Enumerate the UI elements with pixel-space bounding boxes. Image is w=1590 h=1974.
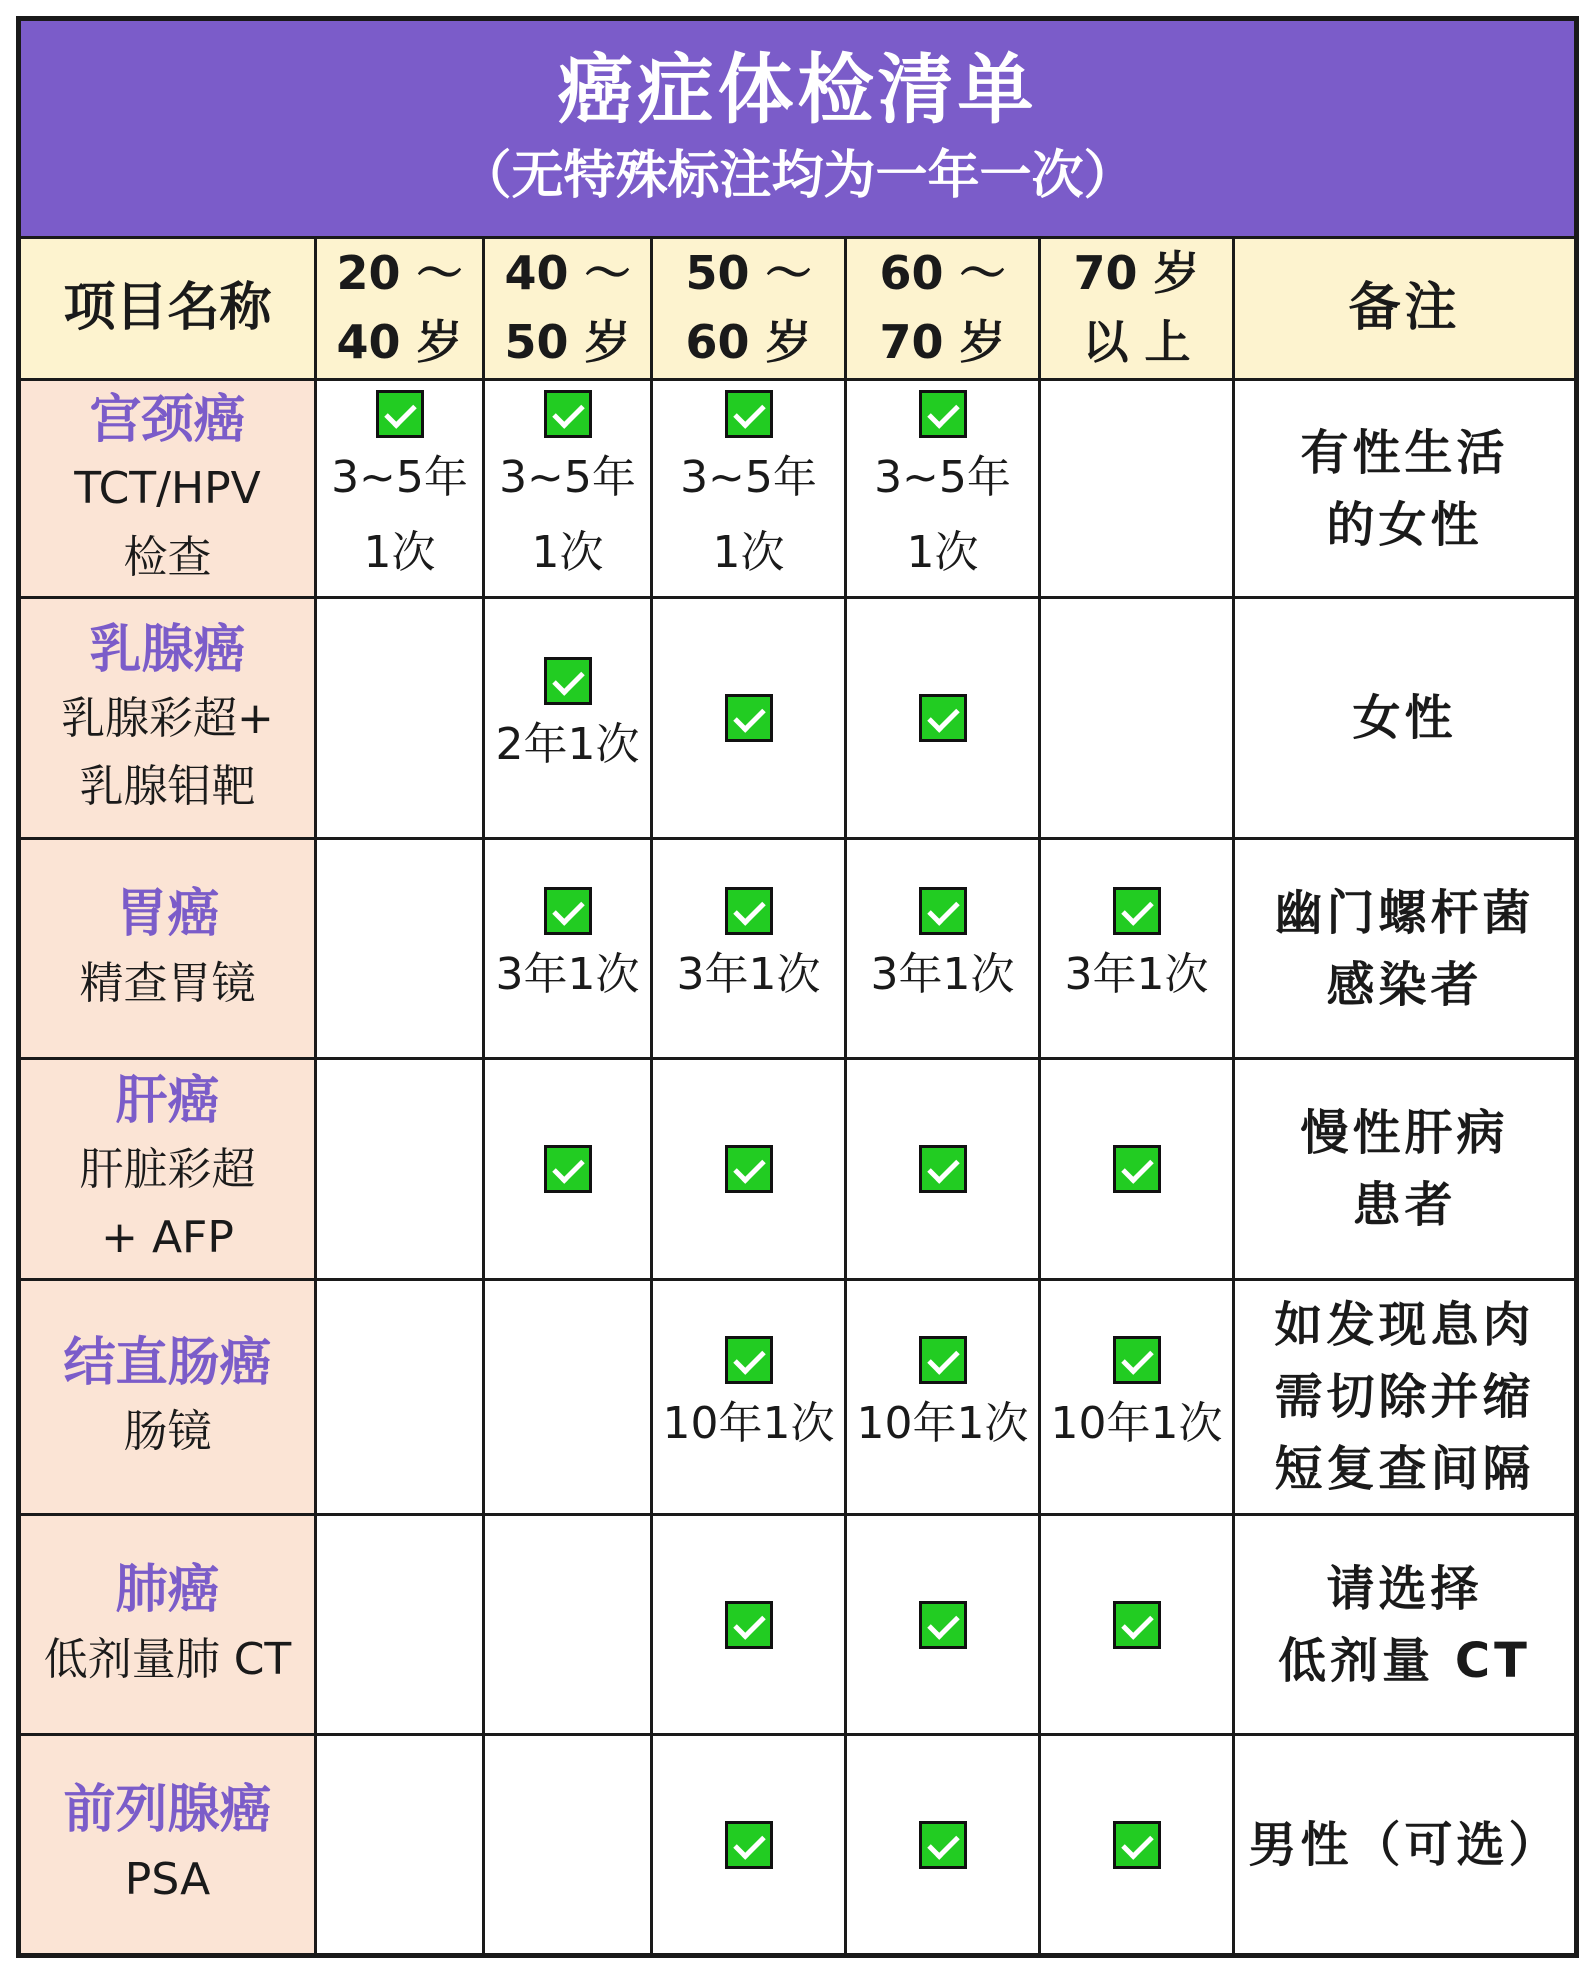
header-age-line1: 50 ～ (685, 246, 812, 301)
age-cell (316, 1279, 484, 1514)
note-cell (1234, 838, 1577, 1059)
cancer-name: 肝癌 (115, 1070, 220, 1131)
age-cell (316, 380, 484, 598)
note-text: 慢性肝病 (1300, 1105, 1509, 1162)
check-box-icon (725, 1145, 773, 1193)
age-cell (484, 380, 652, 598)
age-cell (846, 1514, 1040, 1735)
item-name-cell (19, 380, 316, 598)
age-cell (316, 838, 484, 1059)
check-box-icon (919, 1145, 967, 1193)
age-cell (1040, 1059, 1234, 1280)
frequency-text: 3~5年 (499, 452, 636, 504)
check-box-icon (919, 1336, 967, 1384)
cancer-name: 前列腺癌 (63, 1780, 272, 1841)
header-age-line2: 60 岁 (685, 315, 812, 370)
check-box-icon (919, 1821, 967, 1869)
header-age-line2: 70 岁 (879, 315, 1006, 370)
header-note: 备注 (1234, 237, 1577, 380)
item-name-cell (19, 597, 316, 838)
exam-name: PSA (124, 1853, 211, 1905)
check-box-icon (1113, 1145, 1161, 1193)
age-cell (484, 1735, 652, 1956)
note-text: 有性生活 (1300, 424, 1509, 481)
header-age-line1: 20 ～ (336, 246, 463, 301)
table-row (19, 1735, 1577, 1956)
table-body (19, 19, 1577, 1956)
check-box-icon (725, 1336, 773, 1384)
table-row (19, 1279, 1577, 1514)
frequency-text: 1次 (906, 526, 979, 578)
title-cell (19, 19, 1577, 238)
age-cell (652, 1059, 846, 1280)
age-cell (652, 1735, 846, 1956)
age-cell (652, 838, 846, 1059)
frequency-text: 3年1次 (1064, 949, 1209, 1001)
check-box-icon (1113, 887, 1161, 935)
table-row (19, 1059, 1577, 1280)
note-text: 幽门螺杆菌 (1274, 884, 1535, 941)
check-box-icon (919, 887, 967, 935)
page-subtitle: （无特殊标注均为一年一次） (459, 146, 1136, 207)
age-cell (1040, 1514, 1234, 1735)
header-age-line2: 以 上 (1082, 315, 1191, 370)
note-text: 请选择 (1326, 1560, 1483, 1617)
age-cell (316, 597, 484, 838)
note-text: 感染者 (1326, 956, 1483, 1013)
table-row (19, 1514, 1577, 1735)
header-item-name: 项目名称 (19, 237, 316, 380)
note-cell (1234, 1735, 1577, 1956)
age-cell (846, 1735, 1040, 1956)
frequency-text: 3~5年 (874, 452, 1011, 504)
header-row (19, 237, 1577, 380)
title-row (19, 19, 1577, 238)
note-cell (1234, 1279, 1577, 1514)
age-cell (1040, 597, 1234, 838)
check-box-icon (544, 887, 592, 935)
exam-name: 低剂量肺 CT (43, 1633, 292, 1685)
note-text: 患者 (1352, 1177, 1457, 1234)
frequency-text: 10年1次 (1050, 1397, 1223, 1449)
exam-name: 精查胃镜 (79, 957, 256, 1009)
header-age-4 (1040, 237, 1234, 380)
header-age-line1: 60 ～ (879, 246, 1006, 301)
age-cell (1040, 1279, 1234, 1514)
check-box-icon (725, 694, 773, 742)
frequency-text: 1次 (363, 526, 436, 578)
page-title: 癌症体检清单 (557, 44, 1038, 134)
header-age-0 (316, 237, 484, 380)
age-cell (652, 597, 846, 838)
header-age-1 (484, 237, 652, 380)
item-name-cell (19, 1735, 316, 1956)
check-box-icon (725, 1601, 773, 1649)
age-cell (846, 838, 1040, 1059)
age-cell (1040, 1735, 1234, 1956)
cancer-name: 结直肠癌 (63, 1332, 272, 1393)
age-cell (316, 1735, 484, 1956)
frequency-text: 1次 (531, 526, 604, 578)
check-box-icon (725, 390, 773, 438)
exam-name: 乳腺钼靶 (79, 760, 256, 812)
exam-name: + AFP (101, 1212, 234, 1264)
item-name-cell (19, 1059, 316, 1280)
age-cell (846, 1059, 1040, 1280)
age-cell (846, 380, 1040, 598)
header-age-3 (846, 237, 1040, 380)
frequency-text: 10年1次 (856, 1397, 1029, 1449)
age-cell (484, 597, 652, 838)
frequency-text: 10年1次 (662, 1397, 835, 1449)
check-box-icon (1113, 1601, 1161, 1649)
note-text: 如发现息肉 (1274, 1296, 1535, 1353)
check-box-icon (376, 390, 424, 438)
age-cell (1040, 838, 1234, 1059)
exam-name: 检查 (123, 531, 212, 583)
check-box-icon (919, 1601, 967, 1649)
header-age-line2: 50 岁 (504, 315, 631, 370)
age-cell (846, 597, 1040, 838)
check-box-icon (725, 1821, 773, 1869)
check-box-icon (544, 390, 592, 438)
note-text: 的女性 (1326, 496, 1483, 553)
note-cell (1234, 380, 1577, 598)
note-text: 女性 (1352, 689, 1457, 746)
check-box-icon (544, 657, 592, 705)
check-box-icon (1113, 1336, 1161, 1384)
check-box-icon (544, 1145, 592, 1193)
frequency-text: 3~5年 (680, 452, 817, 504)
age-cell (652, 1514, 846, 1735)
note-cell (1234, 1514, 1577, 1735)
item-name-cell (19, 1279, 316, 1514)
age-cell (316, 1059, 484, 1280)
cancer-name: 乳腺癌 (89, 619, 246, 680)
note-text: 需切除并缩 (1274, 1368, 1535, 1425)
header-age-2 (652, 237, 846, 380)
frequency-text: 1次 (712, 526, 785, 578)
check-box-icon (1113, 1821, 1161, 1869)
age-cell (484, 838, 652, 1059)
exam-name: 肝脏彩超 (79, 1144, 256, 1196)
frequency-text: 3年1次 (676, 949, 821, 1001)
age-cell (652, 1279, 846, 1514)
table-row (19, 380, 1577, 598)
note-text: 低剂量 CT (1278, 1632, 1531, 1689)
header-age-line1: 40 ～ (504, 246, 631, 301)
note-cell (1234, 597, 1577, 838)
exam-name: TCT/HPV (74, 463, 261, 515)
screening-table (16, 16, 1579, 1958)
header-age-line2: 40 岁 (336, 315, 463, 370)
frequency-text: 3~5年 (331, 452, 468, 504)
header-age-line1: 70 岁 (1073, 246, 1200, 301)
cancer-name: 肺癌 (115, 1560, 220, 1621)
item-name-cell (19, 1514, 316, 1735)
age-cell (316, 1514, 484, 1735)
exam-name: 乳腺彩超+ (61, 692, 274, 744)
cancer-name: 宫颈癌 (89, 390, 246, 451)
age-cell (484, 1514, 652, 1735)
frequency-text: 3年1次 (870, 949, 1015, 1001)
item-name-cell (19, 838, 316, 1059)
check-box-icon (919, 694, 967, 742)
age-cell (652, 380, 846, 598)
table-row (19, 597, 1577, 838)
exam-name: 肠镜 (123, 1405, 212, 1457)
cancer-name: 胃癌 (115, 884, 220, 945)
note-text: 短复查间隔 (1274, 1440, 1535, 1497)
check-box-icon (725, 887, 773, 935)
check-box-icon (919, 390, 967, 438)
age-cell (1040, 380, 1234, 598)
age-cell (846, 1279, 1040, 1514)
frequency-text: 3年1次 (495, 949, 640, 1001)
age-cell (484, 1059, 652, 1280)
frequency-text: 2年1次 (495, 718, 640, 770)
table-row (19, 838, 1577, 1059)
age-cell (484, 1279, 652, 1514)
note-text: 男性（可选） (1248, 1816, 1561, 1873)
note-cell (1234, 1059, 1577, 1280)
